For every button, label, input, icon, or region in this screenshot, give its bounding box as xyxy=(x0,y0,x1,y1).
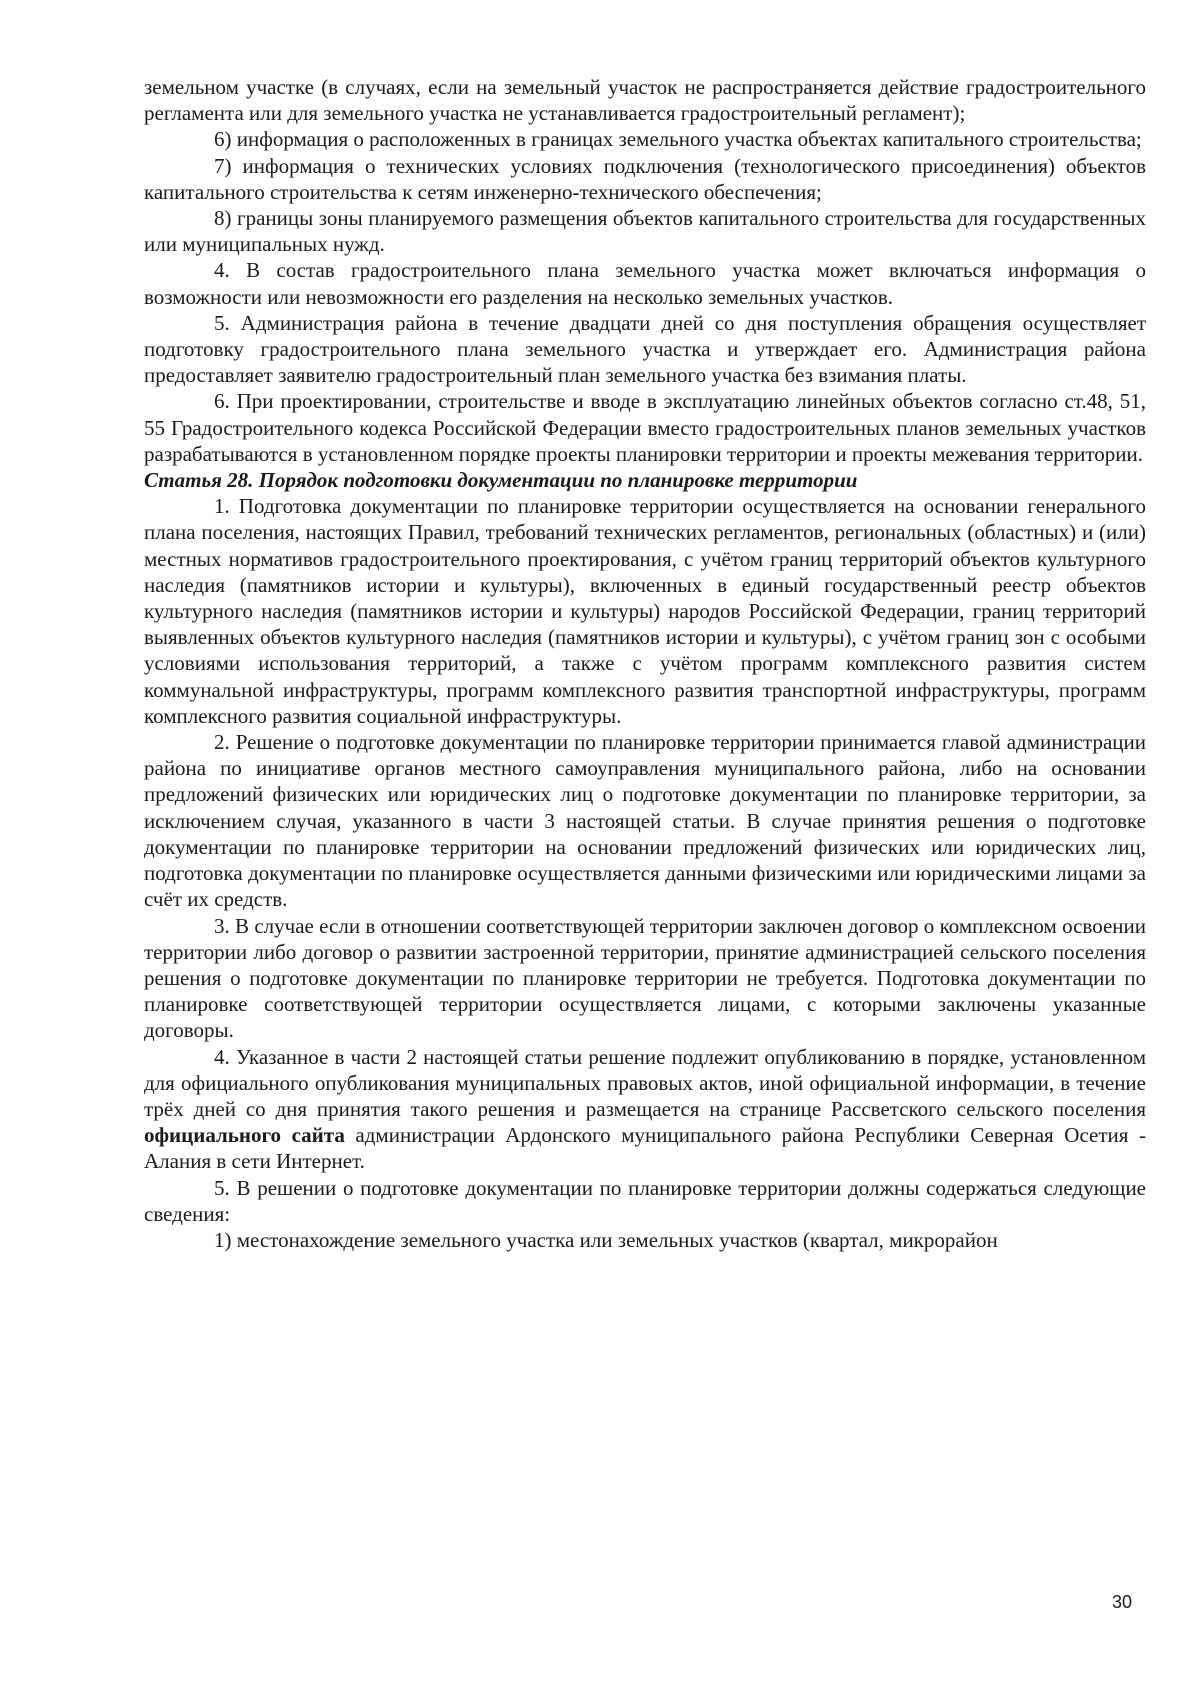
article-28-clause-1: 1. Подготовка документации по планировке территории осуществляется на основании генерального плана поселения, настоящих Правил, требований технических регламентов, региональных (областных) и (или) местных нормативов градостроительного проектирования, с учётом границ территорий объектов культурного наследия (памятников истории и культуры), включенных в единый государственный реестр объектов культурного наследия (памятников истории и культуры) народов Российской Федерации, границ территорий выявленных объектов культурного наследия (памятников истории и культуры), с учётом границ зон с особыми условиями использования территорий, а также с учётом программ комплексного развития систем коммунальной инфраструктуры, программ комплексного развития транспортной инфраструктуры, программ комплексного развития социальной инфраструктуры. xyxy=(144,494,1146,728)
clause-4-bold-text: официального сайта xyxy=(144,1123,345,1148)
clause-4-text-end: администрации Ардонского муниципального района Республики Северная Осетия - Алания в сети Интернет. xyxy=(144,1123,1146,1174)
article-28-clause-3: 3. В случае если в отношении соответствующей территории заключен договор о комплексном освоении территории либо договор о развитии застроенной территории, принятие администрацией сельского поселения решения о подготовке документации по планировке территории не требуется. Подготовка документации по планировке соответствующей территории осуществляется лицами, с которыми заключены указанные договоры. xyxy=(144,913,1146,1043)
list-item-6: 6) информация о расположенных в границах земельного участка объектах капитального строительства; xyxy=(214,127,1142,152)
clause-4-text-start: 4. Указанное в части 2 настоящей статьи решение подлежит опубликованию в порядке, установленном для официального опубликования муниципальных правовых актов, иной официальной информации, в течение трёх дней со дня принятия такого решения и размещается на странице Рассветского сельского поселения xyxy=(144,1044,1146,1121)
list-item-7: 7) информация о технических условиях подключения (технологического присоединения) объектов капитального строительства к сетям инженерно-технического обеспечения; xyxy=(144,153,1146,204)
page-number: 30 xyxy=(1112,1592,1133,1612)
article-28-clause-5: 5. В решении о подготовке документации по планировке территории должны содержаться следующие сведения: xyxy=(144,1175,1146,1226)
clause-5: 5. Администрация района в течение двадцати дней со дня поступления обращения осуществляет подготовку градостроительного плана земельного участка и утверждает его. Администрация района предоставляет заявителю градостроительный план земельного участка без взимания платы. xyxy=(144,310,1146,388)
article-heading: Статья 28. Порядок подготовки документации по планировке территории xyxy=(144,468,858,493)
document-page xyxy=(144,74,1146,1253)
clause-6: 6. При проектировании, строительстве и вводе в эксплуатацию линейных объектов согласно ст.48, 51, 55 Градостроительного кодекса Российской Федерации вместо градостроительных планов земельных участков разрабатываются в установленном порядке проекты планировки территории и проекты межевания территории. xyxy=(144,389,1146,466)
paragraph-continuation: земельном участке (в случаях, если на земельный участок не распространяется действие градостроительного регламента или для земельного участка не устанавливается градостроительный регламент); xyxy=(144,75,1146,126)
article-28-list-item-1: 1) местонахождение земельного участка или земельных участков (квартал, микрорайон xyxy=(214,1227,998,1252)
clause-4: 4. В состав градостроительного плана земельного участка может включаться информация о возможности или невозможности его разделения на несколько земельных участков. xyxy=(144,258,1146,309)
list-item-8: 8) границы зоны планируемого размещения объектов капитального строительства для государственных или муниципальных нужд. xyxy=(144,206,1146,257)
article-28-clause-2: 2. Решение о подготовке документации по планировке территории принимается главой администрации района по инициативе органов местного самоуправления муниципального района, либо на основании предложений физических или юридических лиц о подготовке документации по планировке территории, за исключением случая, указанного в части 3 настоящей статьи. В случае принятия решения о подготовке документации по планировке территории на основании предложений физических или юридических лиц, подготовка документации по планировке осуществляется данными физическими или юридическими лицами за счёт их средств. xyxy=(144,730,1146,912)
article-28-clause-4 xyxy=(144,1044,1146,1175)
